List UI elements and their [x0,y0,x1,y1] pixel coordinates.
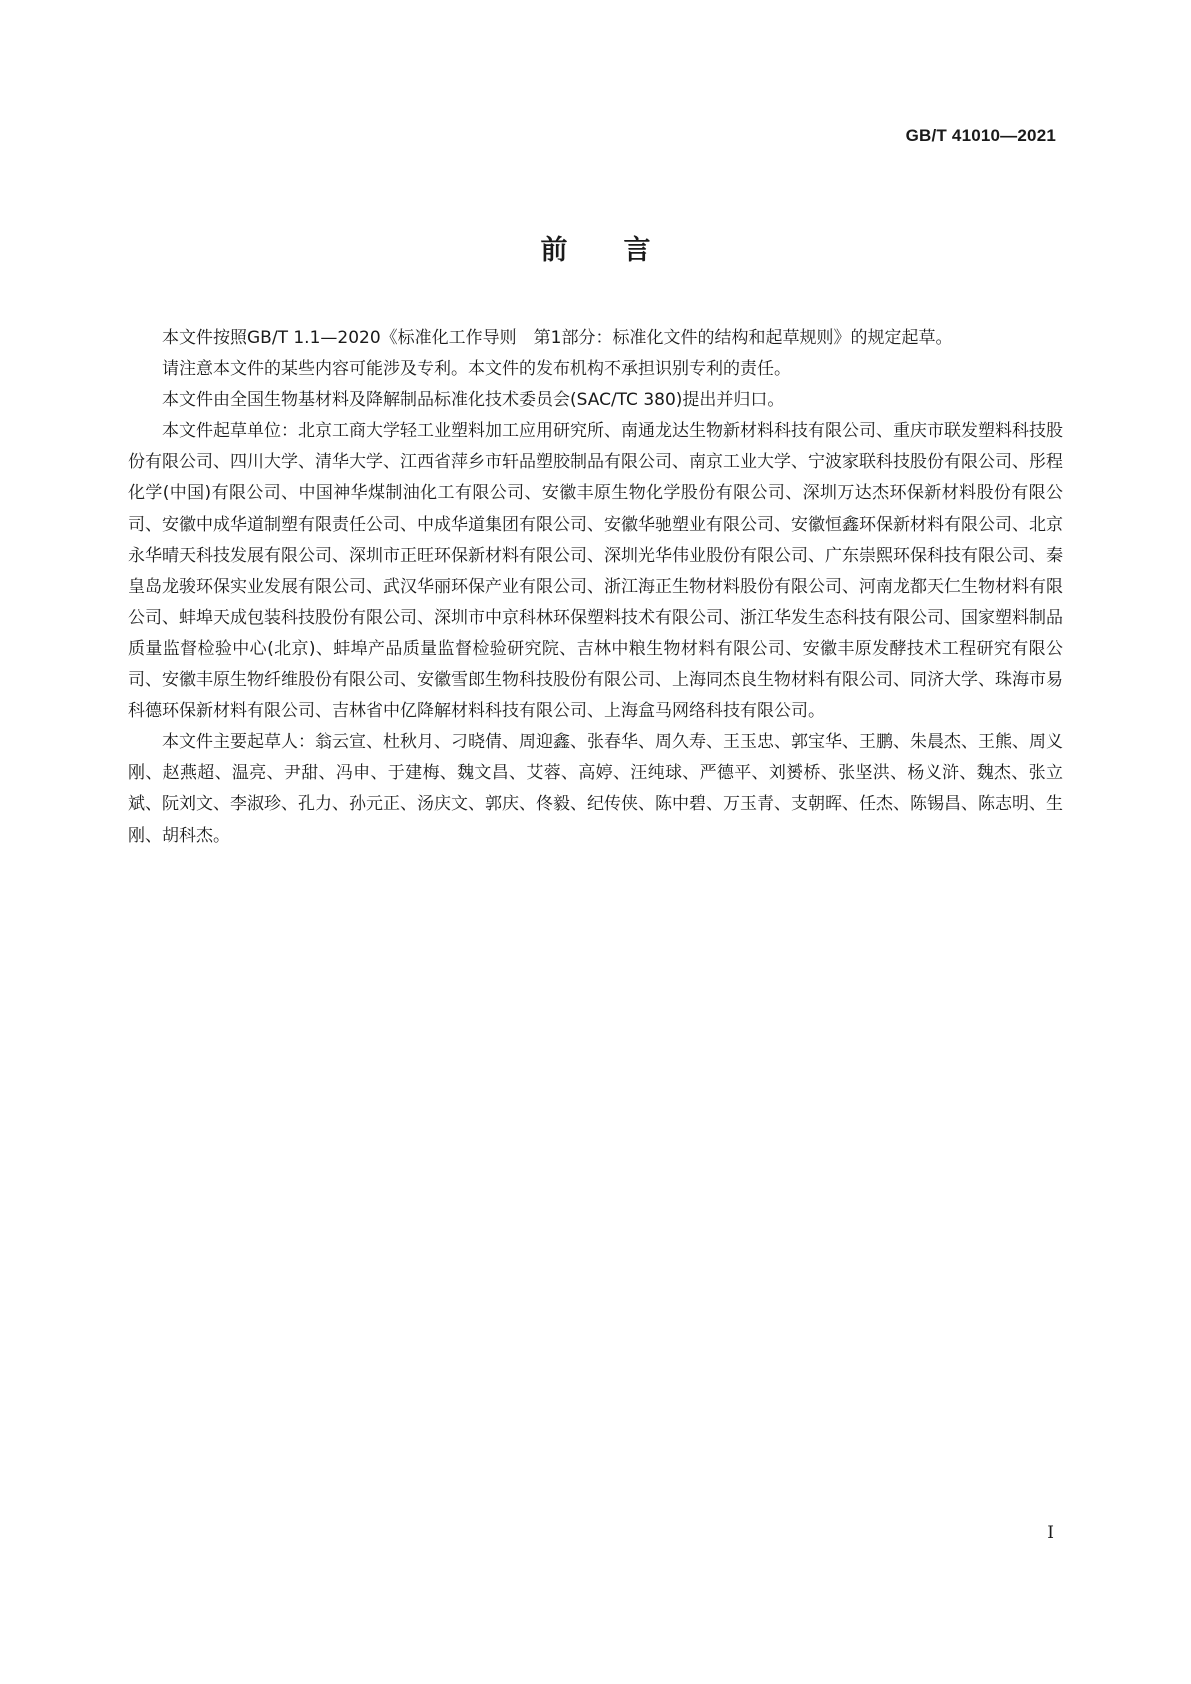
paragraph-drafting-units: 本文件起草单位：北京工商大学轻工业塑料加工应用研究所、南通龙达生物新材料科技有限公司、重庆市联发塑料科技股份有限公司、四川大学、清华大学、江西省萍乡市轩品塑胶制品有限公司、南京工业大学、宁波家联科技股份有限公司、彤程化学(中国)有限公司、中国神华煤制油化工有限公司、安徽丰原生物化学股份有限公司、深圳万达杰环保新材料股份有限公司、安徽中成华道制塑有限责任公司、中成华道集团有限公司、安徽华驰塑业有限公司、安徽恒鑫环保新材料有限公司、北京永华晴天科技发展有限公司、深圳市正旺环保新材料有限公司、深圳光华伟业股份有限公司、广东崇熙环保科技有限公司、秦皇岛龙骏环保实业发展有限公司、武汉华丽环保产业有限公司、浙江海正生物材料股份有限公司、河南龙都天仁生物材料有限公司、蚌埠天成包装科技股份有限公司、深圳市中京科林环保塑料技术有限公司、浙江华发生态科技有限公司、国家塑料制品质量监督检验中心(北京)、蚌埠产品质量监督检验研究院、吉林中粮生物材料有限公司、安徽丰原发酵技术工程研究有限公司、安徽丰原生物纤维股份有限公司、安徽雪郎生物科技股份有限公司、上海同杰良生物材料有限公司、同济大学、珠海市易科德环保新材料有限公司、吉林省中亿降解材料科技有限公司、上海盒马网络科技有限公司。 [128,421,1063,722]
standard-number: GB/T 41010—2021 [905,126,1056,145]
page-title: 前言 [540,235,707,266]
paragraph-drafting-rules: 本文件按照GB/T 1.1—2020《标准化工作导则 第1部分：标准化文件的结构和起草规则》的规定起草。 [162,328,953,348]
paragraph-patent-notice: 请注意本文件的某些内容可能涉及专利。本文件的发布机构不承担识别专利的责任。 [162,359,791,380]
paragraph-proposer: 本文件由全国生物基材料及降解制品标准化技术委员会(SAC/TC 380)提出并归口。 [162,390,785,411]
preface-body [128,323,1063,852]
paragraph-drafters: 本文件主要起草人：翁云宣、杜秋月、刁晓倩、周迎鑫、张春华、周久寿、王玉忠、郭宝华、王鹏、朱晨杰、王熊、周义刚、赵燕超、温亮、尹甜、冯申、于建梅、魏文昌、艾蓉、高婷、汪纯球、严德平、刘赟桥、张坚洪、杨义浒、魏杰、张立斌、阮刘文、李淑珍、孔力、孙元正、汤庆文、郭庆、佟毅、纪传侠、陈中碧、万玉青、支朝晖、任杰、陈锡昌、陈志明、生刚、胡科杰。 [128,732,1063,846]
page-number: I [1047,1523,1054,1543]
